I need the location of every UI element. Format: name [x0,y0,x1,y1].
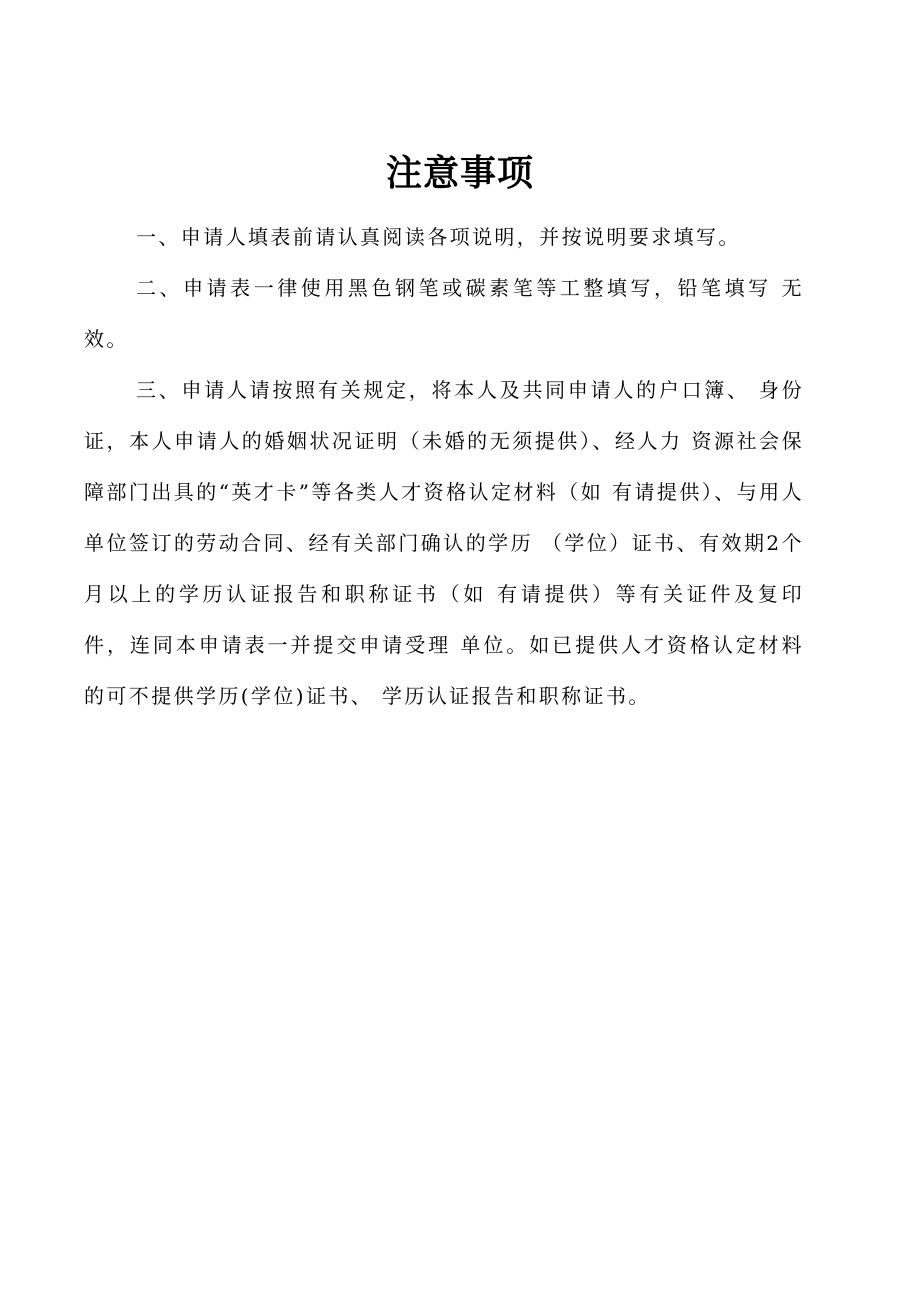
notice-item-1: 一、申请人填表前请认真阅读各项说明，并按说明要求填写。 [136,225,741,249]
notice-body [84,212,804,722]
page-title: 注意事项 [385,153,534,195]
notice-item-2: 二、申请表一律使用黑色钢笔或碳素笔等工整填写，铅笔填写 无效。 [84,276,804,351]
notice-item-3: 三、申请人请按照有关规定，将本人及共同申请人的户口簿、 身份证，本人申请人的婚姻状况证明（未婚的无须提供）、经人力 资源社会保障部门出具的“英才卡”等各类人才资格认定材料（如 有请提供）、与用人单位签订的劳动合同、经有关部门确认的学历 （学位）证书、有效期2个月以上的学历认证报告和职称证书（如 有请提供）等有关证件及复印件，连同本申请表一并提交申请受理 单位。如已提供人才资格认定材料的可不提供学历(学位)证书、 学历认证报告和职称证书。 [84,378,804,708]
